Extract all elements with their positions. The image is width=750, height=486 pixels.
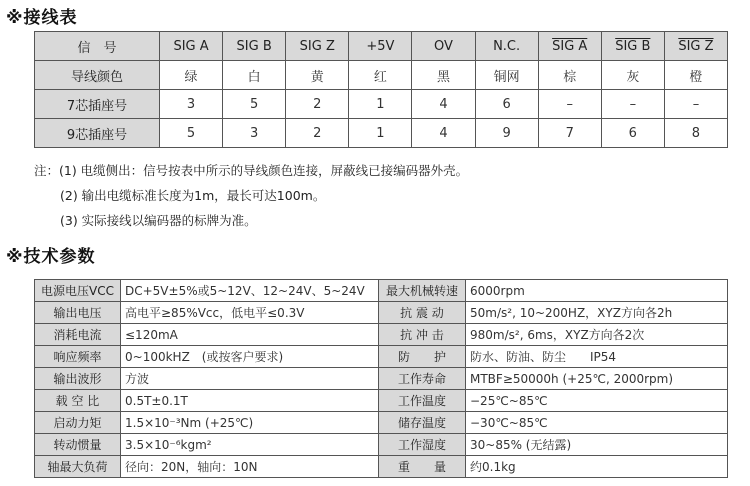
spec-label: 工作寿命 [379,368,466,390]
note-1: 注：(1) 电缆侧出：信号按表中所示的导线颜色连接，屏蔽线已接编码器外壳。 [34,163,469,178]
table-cell: 黑 [412,61,475,90]
spec-row [35,346,728,368]
spec-label: 启动力矩 [35,412,121,434]
spec-value: 980m/s², 6ms，XYZ方向各2次 [466,324,728,346]
note-2: (2) 输出电缆标准长度为1m，最长可达100m。 [60,188,326,203]
note-3: (3) 实际接线以编码器的标牌为准。 [60,213,257,228]
row-label: 7芯插座号 [35,90,160,119]
spec-label: 载 空 比 [35,390,121,412]
spec-row [35,324,728,346]
table-cell: 7 [538,119,601,148]
table-cell: 红 [349,61,412,90]
table-cell: – [664,90,727,119]
table-cell: 灰 [601,61,664,90]
spec-value: 50m/s², 10~200HZ，XYZ方向各2h [466,302,728,324]
table-cell: 2 [286,119,349,148]
row-label: 导线颜色 [35,61,160,90]
spec-value: 6000rpm [466,280,728,302]
table-cell: 4 [412,90,475,119]
header-cell: OV [412,32,475,61]
spec-value: 防水、防油、防尘 IP54 [466,346,728,368]
table-cell: – [538,90,601,119]
table-cell: 4 [412,119,475,148]
table-cell: 1 [349,90,412,119]
table-cell: 3 [160,90,223,119]
spec-value: DC+5V±5%或5~12V、12~24V、5~24V [121,280,379,302]
overlined-signal: SIG Z [678,38,714,54]
spec-label: 工作温度 [379,390,466,412]
spec-label: 重 量 [379,456,466,478]
spec-value: 径向：20N，轴向：10N [121,456,379,478]
spec-label: 输出电压 [35,302,121,324]
table-cell: 绿 [160,61,223,90]
table-cell: 3 [223,119,286,148]
spec-label: 抗 冲 击 [379,324,466,346]
spec-value: −25℃~85℃ [466,390,728,412]
section-title-wiring: ※接线表 [6,8,78,28]
wiring-row-7pin [35,90,728,119]
row-label: 9芯插座号 [35,119,160,148]
spec-value: 0.5T±0.1T [121,390,379,412]
wiring-row-color [35,61,728,90]
section-title-specs: ※技术参数 [6,247,96,267]
table-cell: 白 [223,61,286,90]
overlined-signal: SIG B [615,38,651,54]
header-cell-overline [538,32,601,61]
table-cell: 6 [475,90,538,119]
spec-label: 响应频率 [35,346,121,368]
spec-row [35,368,728,390]
spec-value: 3.5×10⁻⁶kgm² [121,434,379,456]
wiring-header-row [35,32,728,61]
spec-value: 1.5×10⁻³Nm (+25℃) [121,412,379,434]
header-cell: 信 号 [35,32,160,61]
table-cell: 6 [601,119,664,148]
spec-value: 方波 [121,368,379,390]
spec-row [35,302,728,324]
table-cell: 8 [664,119,727,148]
specs-table [34,279,728,478]
spec-value: 约0.1kg [466,456,728,478]
table-cell: 黄 [286,61,349,90]
wiring-table [34,31,728,148]
spec-row [35,456,728,478]
table-cell: 橙 [664,61,727,90]
table-cell: 2 [286,90,349,119]
wiring-row-9pin [35,119,728,148]
header-cell-overline [664,32,727,61]
spec-label: 工作湿度 [379,434,466,456]
header-cell: N.C. [475,32,538,61]
table-cell: 棕 [538,61,601,90]
spec-value: MTBF≥50000h (+25℃, 2000rpm) [466,368,728,390]
spec-label: 抗 震 动 [379,302,466,324]
spec-value: 高电平≥85%Vcc，低电平≤0.3V [121,302,379,324]
table-cell: 1 [349,119,412,148]
spec-value: −30℃~85℃ [466,412,728,434]
header-cell: +5V [349,32,412,61]
spec-label: 消耗电流 [35,324,121,346]
table-cell: 5 [160,119,223,148]
spec-label: 电源电压VCC [35,280,121,302]
spec-value: 0~100kHZ (或按客户要求) [121,346,379,368]
spec-row [35,390,728,412]
spec-value: 30~85% (无结露) [466,434,728,456]
spec-value: ≤120mA [121,324,379,346]
spec-label: 防 护 [379,346,466,368]
spec-label: 最大机械转速 [379,280,466,302]
spec-label: 转动惯量 [35,434,121,456]
spec-row [35,434,728,456]
header-cell: SIG B [223,32,286,61]
spec-row [35,412,728,434]
spec-row [35,280,728,302]
spec-label: 输出波形 [35,368,121,390]
table-cell: 铜网 [475,61,538,90]
header-cell: SIG A [160,32,223,61]
table-cell: 5 [223,90,286,119]
table-cell: – [601,90,664,119]
table-cell: 9 [475,119,538,148]
header-cell-overline [601,32,664,61]
spec-label: 储存温度 [379,412,466,434]
header-cell: SIG Z [286,32,349,61]
spec-label: 轴最大负荷 [35,456,121,478]
overlined-signal: SIG A [552,38,588,54]
